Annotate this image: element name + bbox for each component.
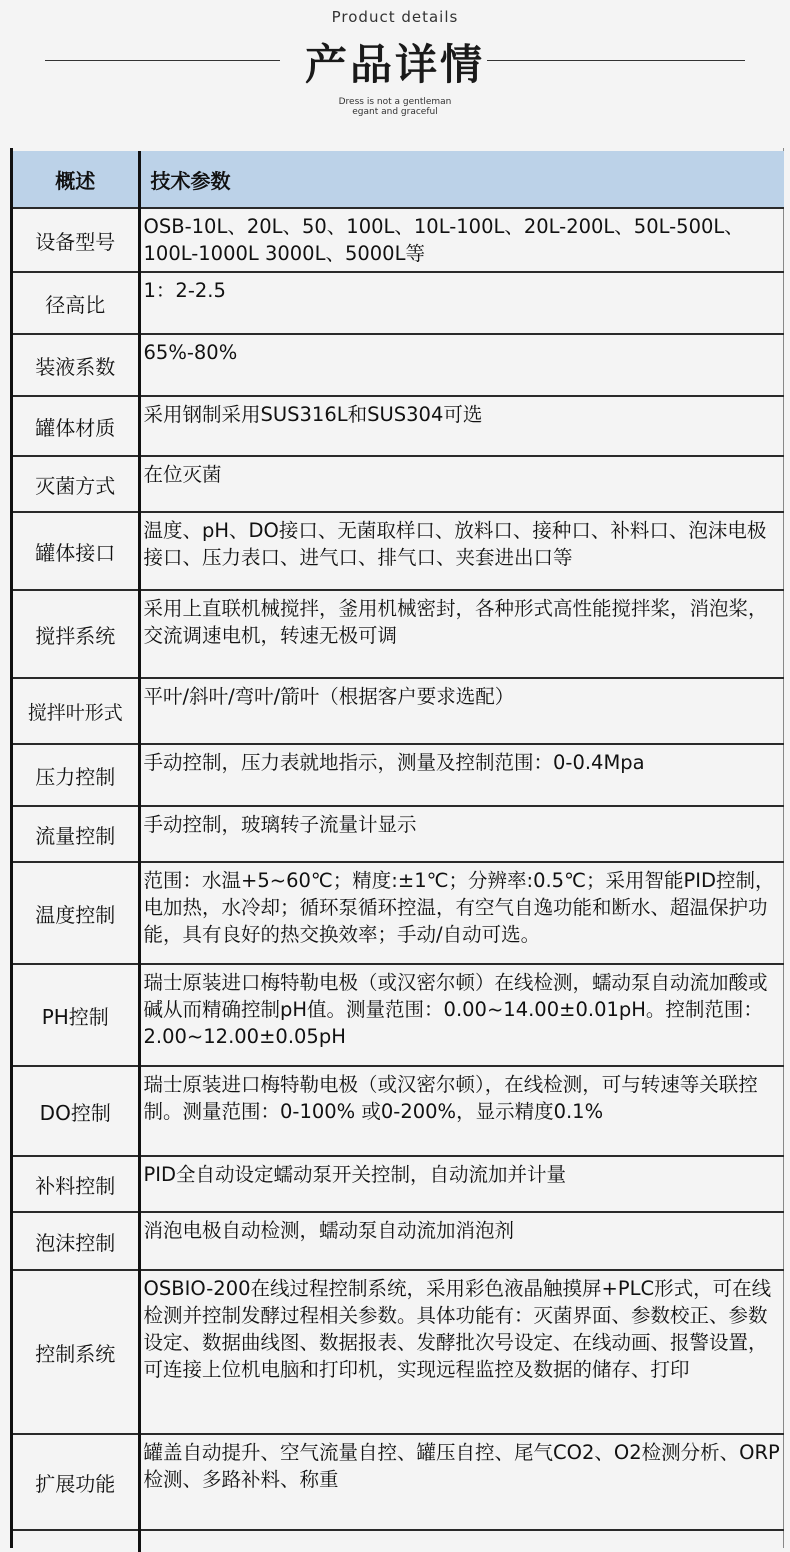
- tagline-line-2: egant and graceful: [352, 107, 438, 117]
- row-key: PH控制: [13, 964, 139, 1066]
- row-value: 1：2-2.5: [139, 272, 784, 334]
- tail-cell-left: [13, 1530, 139, 1552]
- row-value: 采用上直联机械搅拌，釜用机械密封，各种形式高性能搅拌桨，消泡桨，交流调速电机，转速无极可调: [139, 590, 784, 678]
- table-row: [13, 964, 784, 1066]
- table-row: [13, 590, 784, 678]
- table-row: [13, 456, 784, 512]
- row-value: PID全自动设定蠕动泵开关控制，自动流加并计量: [139, 1156, 784, 1212]
- row-key: 控制系统: [13, 1270, 139, 1434]
- row-value: 罐盖自动提升、空气流量自控、罐压自控、尾气CO2、O2检测分析、ORP检测、多路补料、称重: [139, 1434, 784, 1530]
- row-key: 流量控制: [13, 806, 139, 862]
- tagline: [0, 97, 790, 117]
- row-value: 瑞士原装进口梅特勒电极（或汉密尔顿），在线检测，可与转速等关联控制。测量范围：0-100% 或0-200%，显示精度0.1%: [139, 1066, 784, 1156]
- row-value: 范围：水温+5~60℃；精度:±1℃；分辨率:0.5℃；采用智能PID控制，电加热，水冷却；循环泵循环控温，有空气自逸功能和断水、超温保护功能，具有良好的热交换效率；手动/自动可选。: [139, 862, 784, 964]
- column-header-parameters: 技术参数: [139, 151, 784, 208]
- row-key: 搅拌系统: [13, 590, 139, 678]
- row-value: 温度、pH、DO接口、无菌取样口、放料口、接种口、补料口、泡沫电极接口、压力表口、进气口、排气口、夹套进出口等: [139, 512, 784, 590]
- table-row: [13, 208, 784, 272]
- table-row: [13, 1156, 784, 1212]
- tail-cell-right: [139, 1530, 784, 1552]
- row-value: 手动控制，压力表就地指示，测量及控制范围：0-0.4Mpa: [139, 744, 784, 806]
- column-header-overview: 概述: [13, 151, 139, 208]
- row-key: 灭菌方式: [13, 456, 139, 512]
- table-row: [13, 396, 784, 456]
- table-row: [13, 1212, 784, 1270]
- row-key: 装液系数: [13, 334, 139, 396]
- page-header: [0, 0, 790, 148]
- row-value: OSB-10L、20L、50、100L、10L-100L、20L-200L、50L-500L、100L-1000L 3000L、5000L等: [139, 208, 784, 272]
- row-value: 手动控制，玻璃转子流量计显示: [139, 806, 784, 862]
- table-row: [13, 334, 784, 396]
- row-value: 瑞士原装进口梅特勒电极（或汉密尔顿）在线检测，蠕动泵自动流加酸或碱从而精确控制pH值。测量范围：0.00~14.00±0.01pH。控制范围：2.00~12.00±0.05pH: [139, 964, 784, 1066]
- row-key: 温度控制: [13, 862, 139, 964]
- table-row: [13, 678, 784, 744]
- table-row: [13, 744, 784, 806]
- table-row: [13, 862, 784, 964]
- table-row: [13, 272, 784, 334]
- row-key: 补料控制: [13, 1156, 139, 1212]
- row-value: 消泡电极自动检测，蠕动泵自动流加消泡剂: [139, 1212, 784, 1270]
- spec-table: [13, 151, 784, 1552]
- title-row: [0, 30, 790, 90]
- table-row: [13, 1270, 784, 1434]
- table-row: [13, 1434, 784, 1530]
- spec-table-container: [10, 148, 784, 1548]
- title-divider-right: [487, 60, 745, 61]
- row-value: 平叶/斜叶/弯叶/箭叶（根据客户要求选配）: [139, 678, 784, 744]
- row-key: 扩展功能: [13, 1434, 139, 1530]
- row-value: 采用钢制采用SUS316L和SUS304可选: [139, 396, 784, 456]
- row-key: 搅拌叶形式: [13, 678, 139, 744]
- table-tail-row: [13, 1530, 784, 1552]
- page-title: 产品详情: [304, 40, 485, 89]
- row-value: OSBIO-200在线过程控制系统，采用彩色液晶触摸屏+PLC形式，可在线检测并控制发酵过程相关参数。具体功能有：灭菌界面、参数校正、参数设定、数据曲线图、数据报表、发酵批次号设定、在线动画、报警设置，可连接上位机电脑和打印机，实现远程监控及数据的储存、打印: [139, 1270, 784, 1434]
- row-key: 径高比: [13, 272, 139, 334]
- table-header-row: [13, 151, 784, 208]
- row-key: 设备型号: [13, 208, 139, 272]
- tagline-line-1: Dress is not a gentleman: [338, 97, 452, 107]
- row-key: 罐体材质: [13, 396, 139, 456]
- table-row: [13, 806, 784, 862]
- table-row: [13, 1066, 784, 1156]
- subtitle-en: Product details: [331, 8, 459, 26]
- row-key: 罐体接口: [13, 512, 139, 590]
- table-row: [13, 512, 784, 590]
- row-key: 压力控制: [13, 744, 139, 806]
- row-key: DO控制: [13, 1066, 139, 1156]
- row-key: 泡沫控制: [13, 1212, 139, 1270]
- row-value: 在位灭菌: [139, 456, 784, 512]
- row-value: 65%-80%: [139, 334, 784, 396]
